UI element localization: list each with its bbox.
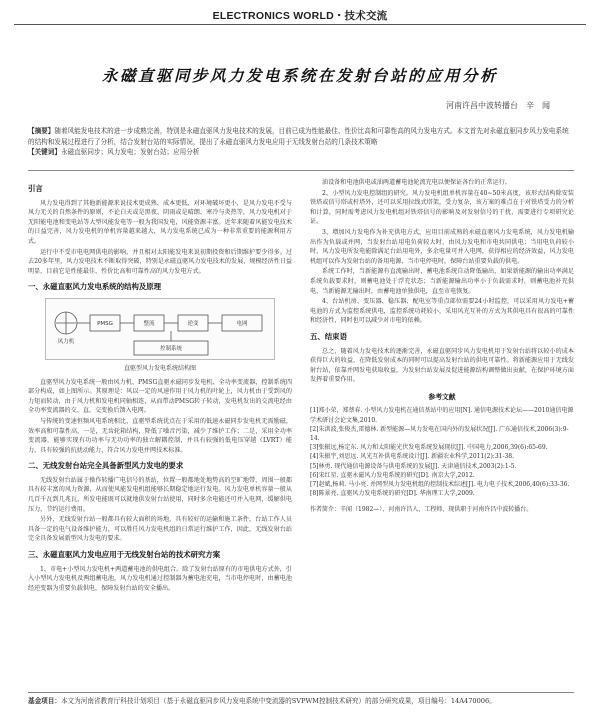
paragraph: 3、增加风力发电作为补充供电方式，应用目前成熟的永磁直驱风力发电系统，风力发电机输出作为负载或并网，当发射台站用电负荷较大时，由风力发电和市电共同供电；当用电负荷较小时，风力发电所发电能除满足台站用电外，多余电量可并入电网，获得相应的经济效益，风力发电机组可以作为发射台站的备用电源，当市电停电时，保障台站重要负载的供电。 bbox=[310, 228, 574, 265]
author-line: 河南许昌中波转播台 辛 闻 bbox=[446, 101, 550, 110]
references-title: 参考文献 bbox=[428, 392, 456, 401]
right-column bbox=[310, 178, 574, 514]
figure-label: 整流 bbox=[143, 320, 155, 327]
paragraph: 风力发电得到了其他新能源来说技术更成熟、成本更低、对环境破坏更小，是风力发电不受与风力无关的自然条件的原则，不论白天或是黑夜、阴雨或是晴朗、寒冷与炎热等，风力发电机对于无阳能电池和变电站等大型风能发电等一般为我国发电，风能资源丰富。近年来随着风能发电技术的日益完善，风力发电机的单机容量越来越大，风力发电系统已成为一种非常重要的能源利用方式。 bbox=[28, 199, 292, 245]
article-title: 永磁直驱同步风力发电系统在发射台站的应用分析 bbox=[101, 66, 498, 85]
figure-label: PMSG bbox=[97, 320, 113, 327]
references-list bbox=[310, 406, 574, 498]
abstract-rule bbox=[28, 170, 574, 171]
paragraph: 油设备和电池供电或油两道蓄电池轮流充电以便保证各台的正常运行。 bbox=[322, 179, 511, 186]
footer-rule bbox=[28, 692, 574, 693]
reference-item: [7]赵斌,杨莉. 马小亮. 并网型风力发电机组的控制技术综述[J]. 电力电子技术,2006,40(6):33-36. bbox=[310, 481, 570, 489]
system-structure-figure bbox=[45, 298, 275, 360]
paragraph: 运行中不受市电电网供电的影响，并且相对太阳能发电来说初期投资和后期维护要少得多。过去20多年里，风力发电技术不断取得突破，特别是永磁直驱风力发电技术的发展，规模经济性日益明显，目前它是性能最佳、性价比高和可靠性高的风力发电方式。 bbox=[28, 248, 292, 275]
section-heading-2: 二、无线发射台站完全具备新型风力发电的要求 bbox=[28, 461, 184, 471]
section-heading-intro: 引言 bbox=[28, 184, 43, 193]
reference-item: [4]朱振宇,刘思远. 风光互补供电系统设计[J]. 新疆农业科学,2011(2):31-38. bbox=[310, 453, 515, 461]
author-bio: 作者简介：辛闻（1982—），河南许昌人，工程师，现供职于河南许昌中波转播台。 bbox=[310, 505, 533, 513]
abstract-text: 随着风能发电技术的进一步成熟完善，特别是永磁直驱风力发电技术的发展，目前已成为性能最佳、性价比高和可靠性高的风力发电方式。本文首先对永磁直驱同步风力发电系统的结构和发展过程进行了分析，结合发射台站的实际情况，提出了永磁直驱风力发电应用于无线发射台站的几条技术策略 bbox=[28, 127, 569, 146]
figure-label: 风力机 bbox=[57, 338, 75, 345]
left-column bbox=[28, 178, 292, 594]
section-heading-3: 三、永磁直驱风力发电应用于无线发射台站的技术研究方案 bbox=[28, 550, 221, 560]
journal-header: ELECTRONICS WORLD・技术交流 bbox=[212, 10, 388, 22]
abstract-label: 【摘要】 bbox=[28, 127, 55, 135]
paragraph: 直驱型风力发电系统一般由风力机、PMSG直驱永磁同步发电机、全功率变流器、控制系统四部分构成，如上图所示。其原理是：风以一定的风速作用于风力机的叶轮上，风力机由于受到风的力矩而转动，由于风力机和发电机同轴相连，从而带动PMSG转子转动，发电机发出的交流电经由全功率变流器的交、直、交变换后馈入电网。 bbox=[28, 378, 292, 415]
reference-item: [6]宋红星. 直驱永磁风力发电系统的研究[D]. 南京大学,2012. bbox=[310, 471, 475, 479]
paragraph: 与传统的变速恒频风电系统相比，直驱型系统优点在于采用的低速永磁同步发电机无需励磁，效率高和可靠性高，一是，无齿轮箱结构，降低了噪音污染，减少了维护工作；二是，采用全功率变流器，能够实现有功功率与无功功率的独立解耦控制，并具有较强的低电压穿越（LVRT）能力，具有较强的抗扰动能力，符合风力发电并网技术标准。 bbox=[28, 417, 292, 454]
figure-label: 电网 bbox=[236, 320, 248, 327]
reference-item: [5]林勇. 现代通信电源设备与供电系统的发展[J]. 天津通信技术,2003(2):1-5. bbox=[310, 462, 517, 470]
keywords-label: 【关键词】 bbox=[28, 148, 61, 156]
figure-label: 逆变 bbox=[187, 320, 199, 327]
reference-item: [2]朱洪波,张俊杰,雷德林. 新型能源—风力发电在国内外的发展状况[J]. 广东通信技术,2006(3):9-14. bbox=[310, 425, 569, 443]
funding-label: 基金项目： bbox=[28, 697, 61, 705]
abstract bbox=[28, 126, 574, 147]
paragraph: 1、市电+小型风力发电机+两道蓄电池的供电组合。除了发射台站原有的市电供电方式外，引入小型风力发电机及两组蓄电池，风力发电机通过控制器为蓄电池充电，当市电停电时，由蓄电池经逆变器为重要负载供电，保障发射台站的安全播出。 bbox=[28, 565, 292, 592]
keywords-text: 永磁直驱同步；风力发电；发射台站；应用分析 bbox=[60, 148, 200, 156]
reference-item: [3]张振远,杨定东. 风力和太阳能光伏发电系统发展现状[J]. 中国电力,2006,39(6):65-69. bbox=[310, 444, 548, 452]
funding-text: 本文为河南省教育厅科技计划项目（基于永磁直驱同步风力发电系统中变流器的SVPWM控制技术研究）的部分研究成果，项目编号：14A470006。 bbox=[60, 697, 496, 705]
system-diagram bbox=[46, 299, 276, 361]
figure-label: 控制系统 bbox=[159, 345, 183, 352]
paragraph: 总之，随着风力发电技术的逐渐完善，永磁直驱同步风力发电机用于发射台站将以较小的成本获得巨大的收益，在降低发射成本的同时可以提高发射台站的供电可靠性。将新能源应用于无线发射台站，依靠并网发电获取收益，为发射台站发展及促进能源结构调整做出贡献，在保护环境方面发挥着重要作用。 bbox=[310, 347, 574, 384]
reference-item: [8]陈景亮. 直驱风力发电系统的研究[D]. 华南理工大学,2009. bbox=[310, 490, 475, 498]
paragraph: 另外，无线发射台站一般都具有较大面积的场地，具有较好的运输和施工条件，台站工作人员具备一定的电气设备维护能力，可以胜任风力发电机组的日常运行维护工作，因此，无线发射台站完全具备发展新型风力发电的要求。 bbox=[28, 516, 292, 543]
section-heading-5: 五、结束语 bbox=[310, 331, 347, 341]
keywords bbox=[28, 147, 574, 158]
abstract-block bbox=[28, 126, 574, 158]
section-heading-1: 一、永磁直驱风力发电系统的结构及原理 bbox=[28, 282, 162, 292]
paragraph: 系统工作时，当新能源有直流输出时，蓄电池系统自动降低输出，如果新能源的输出功率满足系统负载要求时，则蓄电池处于浮充状态；当新能源输出功率小于负载需求时，则蓄电池补充供电，当新能源无输出时，由蓄电池单独供电，直至市电恢复。 bbox=[310, 268, 574, 295]
paragraph: 2、小型风力发电控制组的研究。风力发电机组单机容量在40~50米高度，该形式结构除安装铁塔或信号塔或杆塔外，还可以采用拉线式塔架，受力复杂，该方案的难点在于对铁塔受力的分析和计算，同时需考虑风力发电机组对铁塔信号的影响及对发射信号的干扰，需要进行专项研究论证。 bbox=[310, 189, 574, 226]
figure-caption: 直驱型风力发电系统结构图 bbox=[123, 364, 196, 372]
paragraph: 4、台站机房、变压器、稳压器、配电室等重点部位需要24小时监控，可以采用风力发电+蓄电池的方式为监控系统供电，监控系统功耗较小，采用风光互补的方式为其供电具有很高的可靠性和经济性，同时也可以减少对市电的依赖。 bbox=[310, 298, 574, 325]
reference-item: [1]郑小荣，郑蔡春. 小型风力发电机在通信基站中的应用[N]. 通信电源技术论坛——2010通信电源学术研讨会论文集,2010. bbox=[310, 407, 574, 424]
header-rule bbox=[14, 24, 586, 25]
paragraph: 无线发射台站属于操作转播广电信号的基站，位置一般都地处地势高的空旷地带，周围一般都具有较丰富的风力资源，从而使风能发电机组能够长期稳定地运行发电。风力发电单机容量一般从几百千瓦到几兆瓦，所发电能既可以就地供发射台站使用，同时多余电能还可并入电网，缓解供电压力，节约运行费用。 bbox=[28, 476, 292, 513]
funding-footnote bbox=[28, 696, 574, 707]
